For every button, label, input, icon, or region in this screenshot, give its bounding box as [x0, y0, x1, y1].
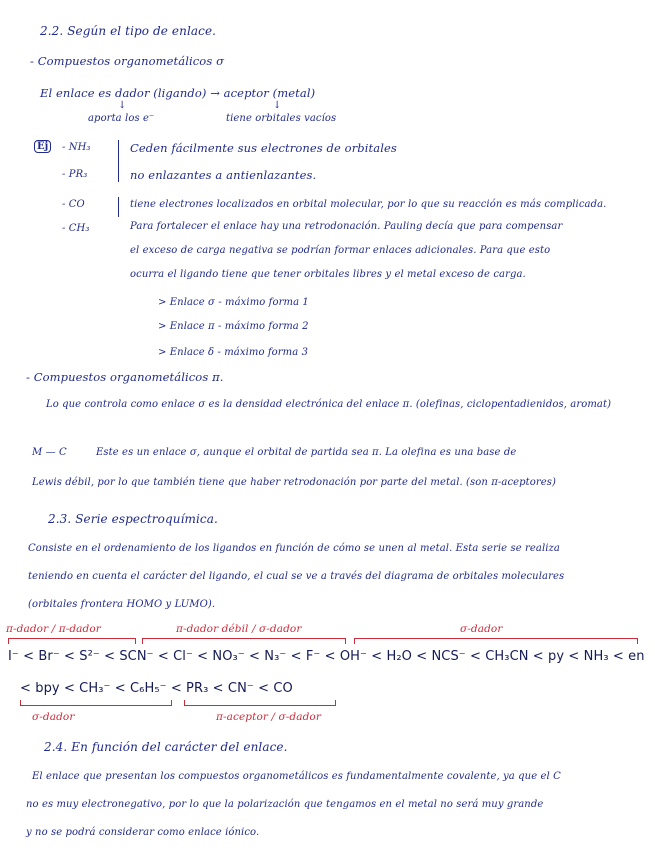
- label-sigma-dador-bottom: σ-dador: [32, 711, 75, 723]
- s2-line-3: (orbitales frontera HOMO y LUMO).: [28, 599, 216, 610]
- red-brace: [184, 700, 336, 706]
- pi-line-3: Lewis débil, por lo que también tiene que haber retrodonación por parte del metal. (son π-aceptores): [32, 477, 557, 488]
- ej-item-pr3: - PR₃: [62, 169, 88, 180]
- s2-line-2: teniendo en cuenta el carácter del ligando, el cual se ve a través del diagrama de orbitales moleculares: [28, 571, 565, 582]
- s3-line-3: y no se podrá considerar como enlace iónico.: [26, 827, 260, 838]
- metal-olefin-label: M — C: [32, 447, 67, 458]
- example-icon: Ej: [34, 140, 51, 153]
- down-arrow-icon: ↓: [118, 100, 127, 111]
- s2-line-1: Consiste en el ordenamiento de los ligandos en función de cómo se unen al metal. Esta serie se realiza: [28, 543, 560, 554]
- spectrochemical-series-line-1: I⁻ < Br⁻ < S²⁻ < SCN⁻ < Cl⁻ < NO₃⁻ < N₃⁻ < F⁻ < OH⁻ < H₂O < NCS⁻ < CH₃CN < py < NH₃ < en: [8, 649, 645, 664]
- section-title-2-3: 2.3. Serie espectroquímica.: [48, 512, 218, 526]
- co-desc-2: Para fortalecer el enlace hay una retrodonación. Pauling decía que para compensar: [130, 221, 563, 232]
- red-brace: [354, 638, 638, 644]
- brace: [118, 140, 125, 182]
- ej-item-ch3: - CH₃: [62, 223, 90, 234]
- label-pi-aceptor: π-aceptor / σ-dador: [216, 711, 321, 723]
- s3-line-1: El enlace que presentan los compuestos organometálicos es fundamentalmente covalente, ya que el C: [32, 771, 561, 782]
- red-brace: [142, 638, 346, 644]
- s3-line-2: no es muy electronegativo, por lo que la polarización que tengamos en el metal no será muy grande: [26, 799, 544, 810]
- co-desc-3: el exceso de carga negativa se podrían formar enlaces adicionales. Para que esto: [130, 245, 551, 256]
- subsection-pi: - Compuestos organometálicos π.: [26, 370, 224, 384]
- ej-item-nh3: - NH₃: [62, 142, 91, 153]
- rule-sigma: > Enlace σ - máximo forma 1: [158, 297, 309, 308]
- note-aporta: aporta los e⁻: [88, 113, 155, 124]
- label-sigma-dador-top: σ-dador: [460, 623, 503, 635]
- section-title-2-4: 2.4. En función del carácter del enlace.: [44, 740, 288, 754]
- ej-item-co: - CO: [62, 199, 85, 210]
- pi-line-1: Lo que controla como enlace σ es la densidad electrónica del enlace π. (olefinas, ciclopentadienidos, aromat): [46, 399, 612, 410]
- sigma-line-1: El enlace es dador (ligando) → aceptor (metal): [40, 86, 316, 100]
- rule-pi: > Enlace π - máximo forma 2: [158, 321, 309, 332]
- co-desc-1: tiene electrones localizados en orbital molecular, por lo que su reacción es más complicada.: [130, 199, 607, 210]
- ej-desc-1: Ceden fácilmente sus electrones de orbitales: [130, 141, 397, 155]
- pi-line-2: Este es un enlace σ, aunque el orbital de partida sea π. La olefina es una base de: [96, 447, 517, 458]
- ej-desc-2: no enlazantes a antienlazantes.: [130, 168, 317, 182]
- label-pi-dador-debil: π-dador débil / σ-dador: [176, 623, 302, 635]
- label-pi-dador: π-dador / π-dador: [6, 623, 101, 635]
- red-brace: [20, 700, 172, 706]
- section-title-2-2: 2.2. Según el tipo de enlace.: [40, 24, 217, 38]
- note-orbitales-vacios: tiene orbitales vacíos: [226, 113, 337, 124]
- down-arrow-icon: ↓: [273, 100, 282, 111]
- red-brace: [8, 638, 136, 644]
- rule-delta: > Enlace δ - máximo forma 3: [158, 347, 309, 358]
- spectrochemical-series-line-2: < bpy < CH₃⁻ < C₆H₅⁻ < PR₃ < CN⁻ < CO: [20, 681, 293, 696]
- subsection-sigma: - Compuestos organometálicos σ: [30, 54, 225, 68]
- brace: [118, 197, 125, 217]
- co-desc-4: ocurra el ligando tiene que tener orbitales libres y el metal exceso de carga.: [130, 269, 526, 280]
